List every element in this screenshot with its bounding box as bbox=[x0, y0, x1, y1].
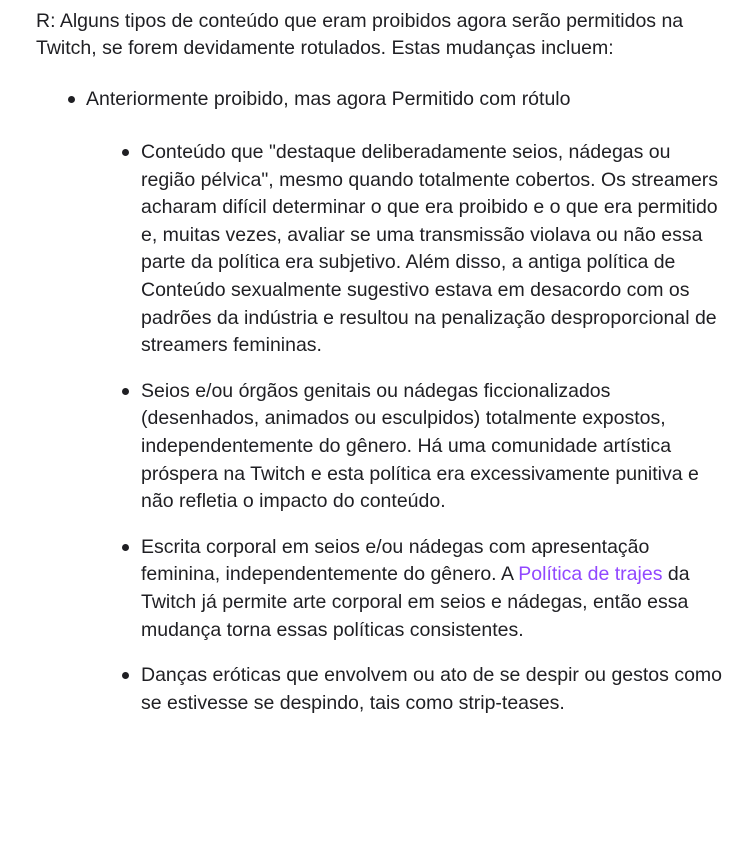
section-label: Anteriormente proibido, mas agora Permitido com rótulo bbox=[86, 88, 571, 110]
list-item bbox=[120, 139, 722, 360]
dress-code-policy-link[interactable]: Política de trajes bbox=[518, 563, 663, 586]
sublist bbox=[120, 139, 722, 717]
policy-list bbox=[36, 86, 722, 717]
list-item bbox=[120, 662, 722, 717]
list-item bbox=[120, 378, 722, 516]
bullet-icon bbox=[122, 388, 129, 395]
item-text: Seios e/ou órgãos genitais ou nádegas ficcionalizados (desenhados, animados ou esculpidos) totalmente expostos, independentemente do gênero. Há uma comunidade artística próspera na Twitch e esta política era excessivamente punitiva e não refletia o impacto do conteúdo. bbox=[141, 379, 699, 513]
item-text-before: Escrita corporal em seios e/ou nádegas com apresentação feminina, independentemente do gênero. A bbox=[141, 535, 650, 586]
bullet-icon bbox=[122, 672, 129, 679]
item-text: Conteúdo que "destaque deliberadamente seios, nádegas ou região pélvica", mesmo quando totalmente cobertos. Os streamers acharam difícil determinar o que era proibido e o que era permitido e, muitas vezes, avaliar se uma transmissão violava ou não essa parte da política era subjetivo. Além disso, a antiga política de Conteúdo sexualmente sugestivo estava em desacordo com os padrões da indústria e resultou na penalização desproporcional de streamers femininas. bbox=[141, 141, 719, 357]
bullet-icon bbox=[122, 149, 129, 156]
item-text-after: da Twitch já permite arte corporal em seios e nádegas, então essa mudança torna essas políticas consistentes. bbox=[141, 563, 690, 641]
list-item bbox=[120, 534, 722, 644]
intro-paragraph: R: Alguns tipos de conteúdo que eram proibidos agora serão permitidos na Twitch, se forem devidamente rotulados. Estas mudanças incluem: bbox=[36, 10, 684, 59]
bullet-icon bbox=[68, 96, 75, 103]
bullet-icon bbox=[122, 544, 129, 551]
item-text: Danças eróticas que envolvem ou ato de se despir ou gestos como se estivesse se despindo, tais como strip-teases. bbox=[141, 664, 723, 714]
section-item bbox=[36, 86, 722, 717]
